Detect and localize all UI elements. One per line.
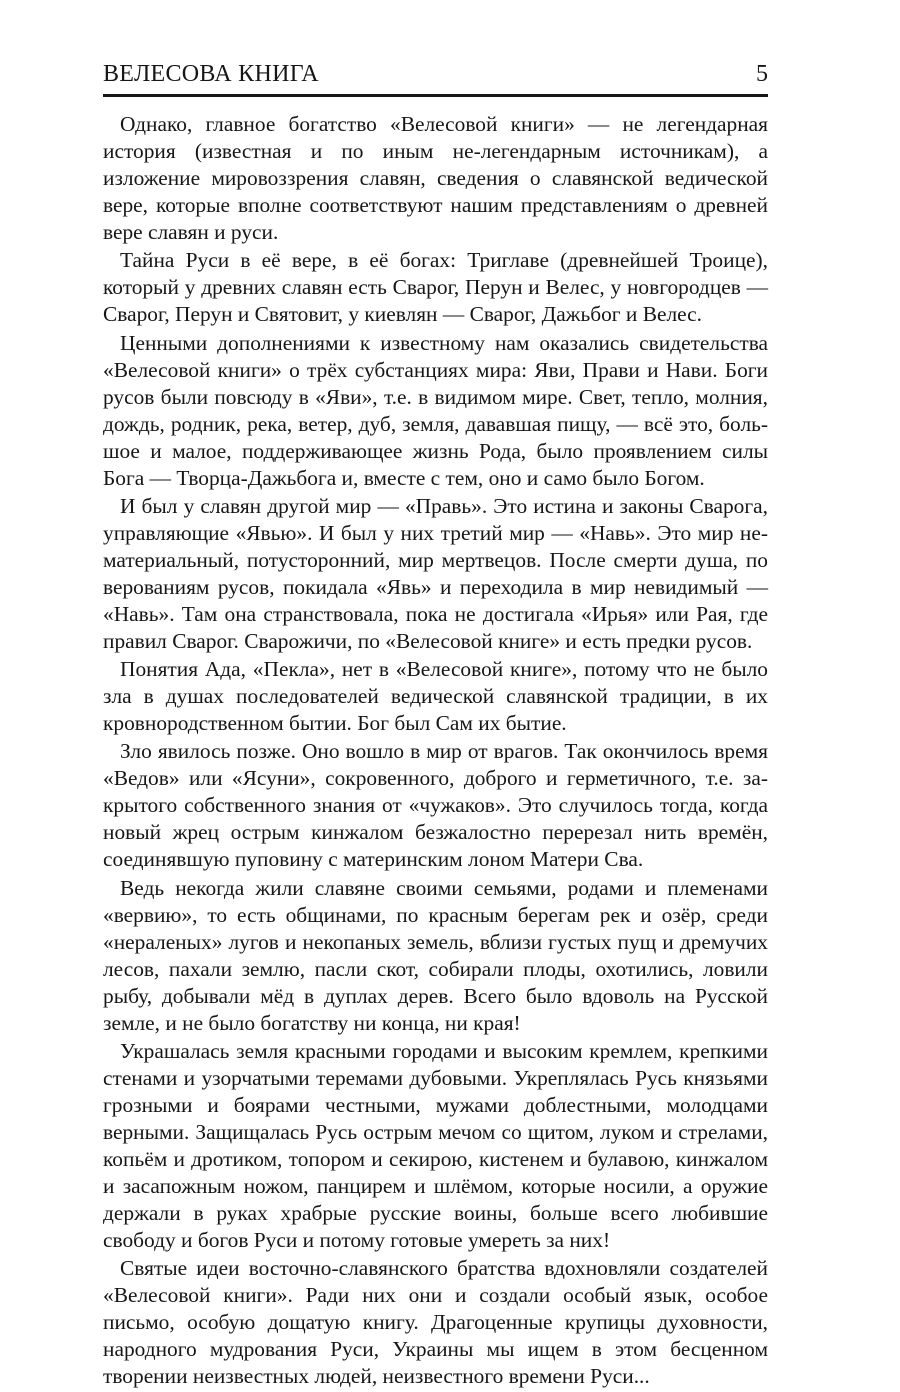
page-number: 5 [756,61,768,87]
paragraph: И был у славян другой мир — «Правь». Это истина и законы Сварога, управляющие «Явью». И был у них третий мир — «Навь». Это мир нематериальный, потусторонний, мир мертвецов. После смерти душа, по верованиям русов, покидала «Явь» и переходила в мир невидимый — «Навь». Там она странствовала, пока не достигала «Ирья» или Рая, где правил Сварог. Сварожичи, по «Велесовой книге» и есть предки русов. [103,493,768,653]
paragraph: Зло явилось позже. Оно вошло в мир от врагов. Так окончилось время «Ведов» или «Ясуни», сокровенного, доброго и герметичного, т.е. закрытого собственного знания от «чужаков». Это случилось тогда, когда новый жрец острым кинжалом безжалостно перерезал нить времён, соединявшую пуповину с материнским лоном Матери Сва. [103,739,768,872]
paragraph: Ведь некогда жили славяне своими семьями, родами и племенами «вервию», то есть общинами, по красным берегам рек и озёр, среди «нераленых» лугов и некопаных земель, вблизи густых пущ и дремучих лесов, пахали землю, пасли скот, собирали плоды, охотились, ловили рыбу, добывали мёд в дуплах дерев. Всего было вдоволь на Русской земле, и не было богатству ни конца, ни края! [103,875,768,1035]
paragraph: Однако, главное богатство «Велесовой книги» — не легендарная история (известная и по иным не-легендарным источникам), а изложение мировоззрения славян, сведения о славянской ведической вере, которые вполне соответствуют нашим представлениям о древней вере славян и руси. [103,112,768,244]
paragraph: Ценными дополнениями к известному нам оказались свидетельства «Велесовой книги» о трёх субстанциях мира: Яви, Прави и Нави. Боги русов были повсюду в «Яви», т.е. в видимом мире. Свет, тепло, молния, дождь, родник, река, ветер, дуб, земля, дававшая пищу, — всё это, большое и малое, поддерживающее жизнь Рода, было проявлением силы Бога — Творца-Дажьбога и, вместе с тем, оно и само было Богом. [103,330,768,490]
page-header [103,60,768,92]
running-title: ВЕЛЕСОВА КНИГА [103,61,319,87]
paragraph: Тайна Руси в её вере, в её богах: Триглаве (древнейшей Троице), который у древних славян есть Сварог, Перун и Велес, у новгородцев — Сварог, Перун и Святовит, у киевлян — Сварог, Дажьбог и Велес. [103,248,768,327]
header-rule [103,94,768,97]
paragraph: Украшалась земля красными городами и высоким кремлем, крепкими стенами и узорчатыми теремами дубовыми. Укреплялась Русь князьями грозными и боярами честными, мужами доблестными, молодцами верными. Защищалась Русь острым мечом со щитом, луком и стрелами, копьём и дротиком, топором и секирою, кистенем и булавою, кинжалом и засапожным ножом, панцирем и шлёмом, которые носили, а оружие держали в руках храбрые русские воины, больше всего любившие свободу и богов Руси и потому готовые умереть за них! [103,1039,768,1253]
paragraph: Святые идеи восточно-славянского братства вдохновляли создателей «Велесовой книги». Ради них они и создали особый язык, особое письмо, особую дощатую книгу. Драгоценные крупицы духовности, народного мудрования Руси, Украины мы ищем в этом бесценном творении неизвестных людей, неизвестного времени Руси... [103,1256,768,1389]
paragraph: Понятия Ада, «Пекла», нет в «Велесовой книге», потому что не было зла в душах последователей ведической славянской традиции, в их кровнородственном бытии. Бог был Сам их бытие. [103,657,768,736]
